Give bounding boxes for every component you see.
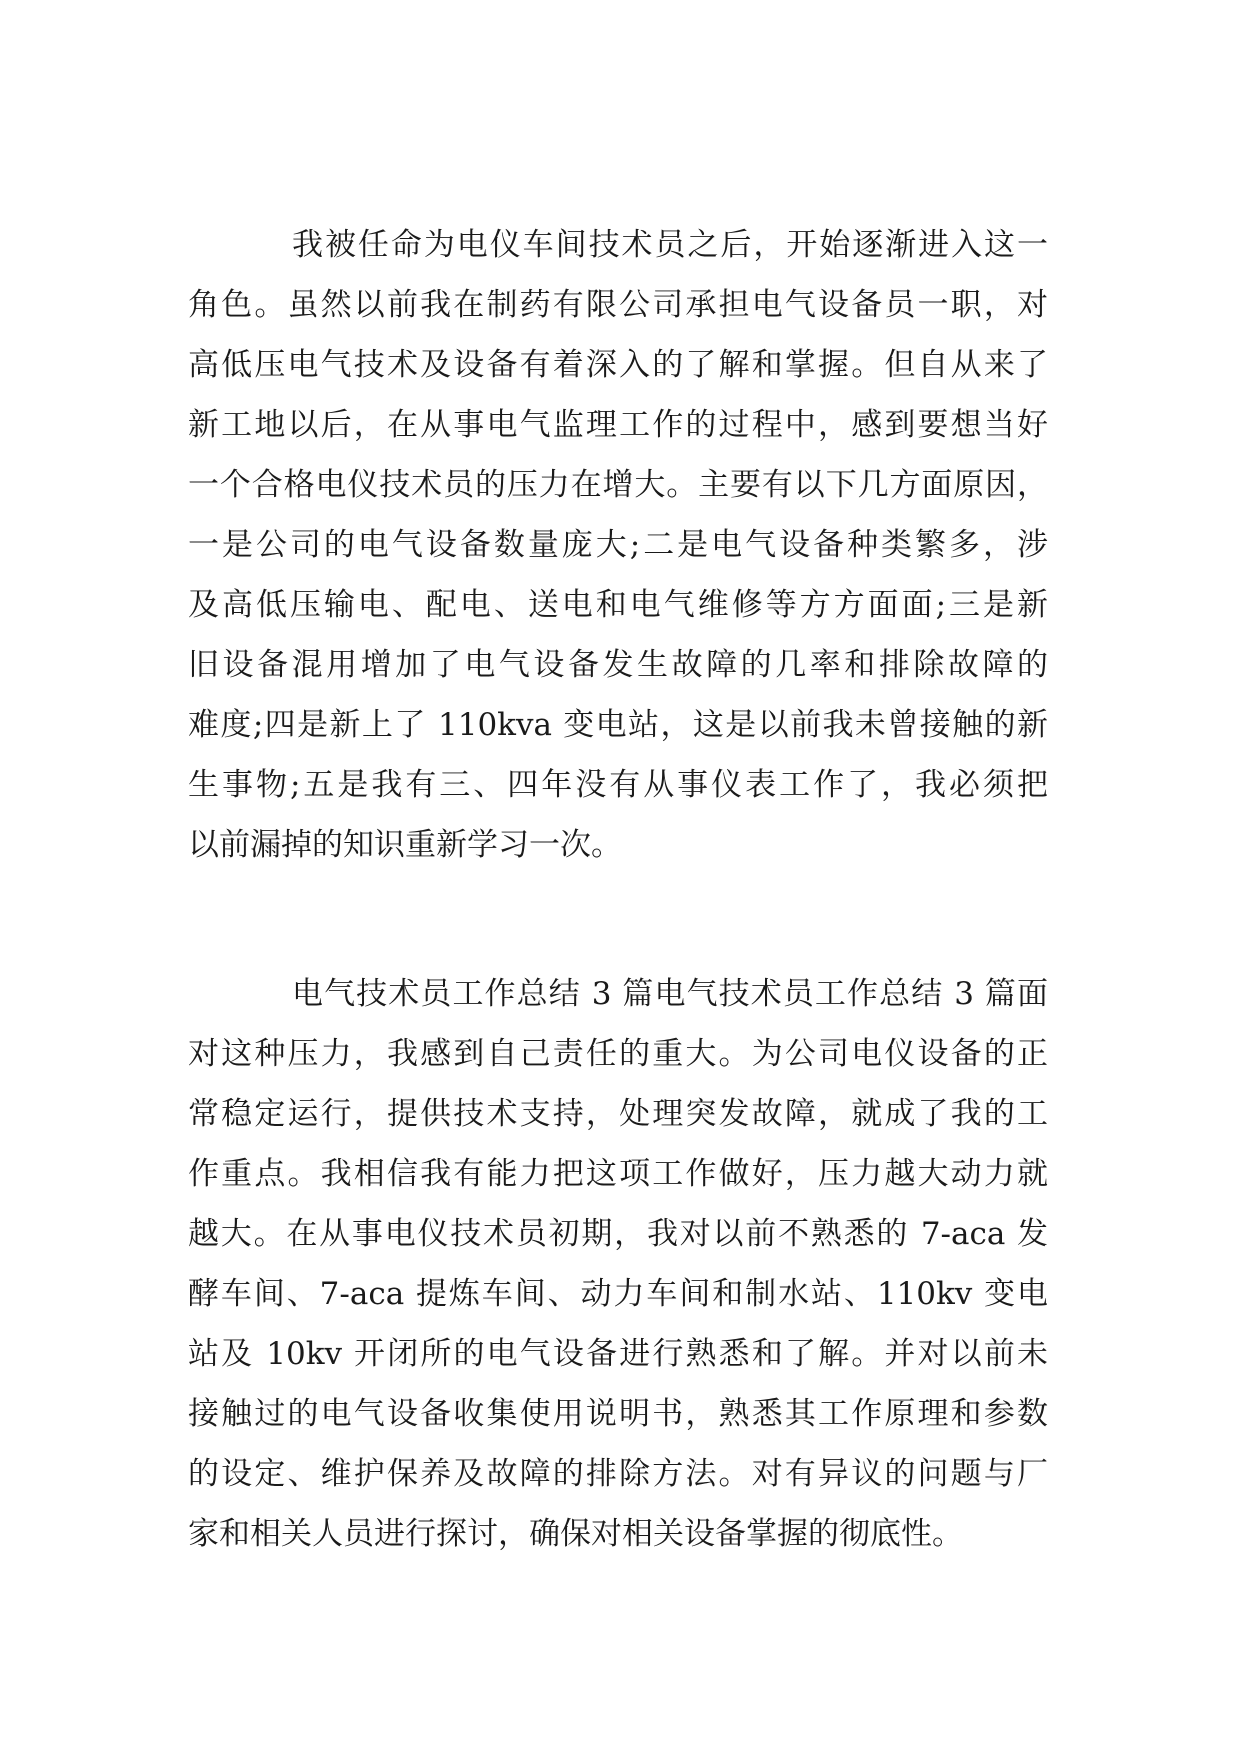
text-line: 作重点。我相信我有能力把这项工作做好，压力越大动力就: [188, 1156, 1048, 1192]
paragraph-2: [188, 964, 1048, 1564]
paragraph-1: [188, 215, 1048, 875]
text-line: 一个合格电仪技术员的压力在增大。主要有以下几方面原因，: [188, 467, 1048, 503]
text-line: 生事物;五是我有三、四年没有从事仪表工作了，我必须把: [188, 767, 1048, 803]
text-line: 家和相关人员进行探讨，确保对相关设备掌握的彻底性。: [188, 1516, 963, 1552]
text-line: 难度;四是新上了 110kva 变电站，这是以前我未曾接触的新: [188, 707, 1048, 743]
text-line: 接触过的电气设备收集使用说明书，熟悉其工作原理和参数: [188, 1396, 1048, 1432]
text-line: 以前漏掉的知识重新学习一次。: [188, 827, 622, 863]
text-line: 对这种压力，我感到自己责任的重大。为公司电仪设备的正: [188, 1036, 1048, 1072]
text-line: 站及 10kv 开闭所的电气设备进行熟悉和了解。并对以前未: [188, 1336, 1048, 1372]
text-line: 的设定、维护保养及故障的排除方法。对有异议的问题与厂: [188, 1456, 1048, 1492]
text-line: 我被任命为电仪车间技术员之后，开始逐渐进入这一: [292, 227, 1048, 263]
text-line: 越大。在从事电仪技术员初期，我对以前不熟悉的 7-aca 发: [188, 1216, 1048, 1252]
text-line: 酵车间、7-aca 提炼车间、动力车间和制水站、110kv 变电: [188, 1276, 1048, 1312]
text-line: 常稳定运行，提供技术支持，处理突发故障，就成了我的工: [188, 1096, 1048, 1132]
text-line: 高低压电气技术及设备有着深入的了解和掌握。但自从来了: [188, 347, 1048, 383]
text-line: 角色。虽然以前我在制药有限公司承担电气设备员一职，对: [188, 287, 1048, 323]
text-line: 及高低压输电、配电、送电和电气维修等方方面面;三是新: [188, 587, 1048, 623]
text-line: 新工地以后，在从事电气监理工作的过程中，感到要想当好: [188, 407, 1048, 443]
text-line: 一是公司的电气设备数量庞大;二是电气设备种类繁多，涉: [188, 527, 1048, 563]
text-line: 电气技术员工作总结 3 篇电气技术员工作总结 3 篇面: [292, 976, 1048, 1012]
text-line: 旧设备混用增加了电气设备发生故障的几率和排除故障的: [188, 647, 1048, 683]
